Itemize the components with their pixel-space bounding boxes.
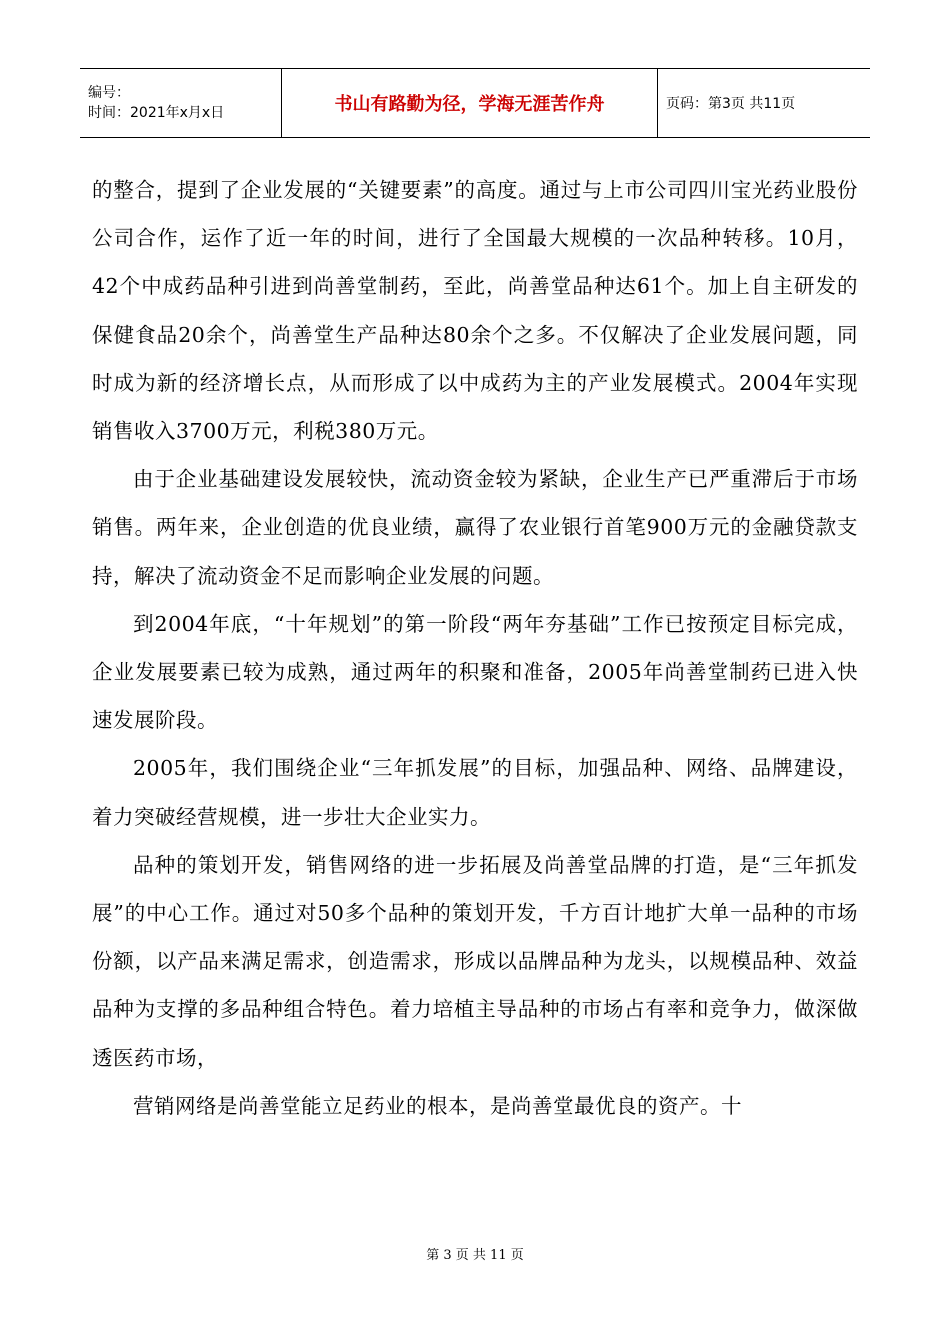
header-page-code-cell (658, 69, 870, 137)
header-motto-cell (282, 69, 658, 137)
page-footer (0, 1244, 950, 1263)
paragraph: 到2004年底，“十年规划”的第一阶段“两年夯基础”工作已按预定目标完成，企业发展要素已较为成熟，通过两年的积聚和准备，2005年尚善堂制药已进入快速发展阶段。 (92, 611, 858, 733)
header-motto: 书山有路勤为径，学海无涯苦作舟 (334, 94, 605, 115)
paragraph: 的整合，提到了企业发展的“关键要素”的高度。通过与上市公司四川宝光药业股份公司合作，运作了近一年的时间，进行了全国最大规模的一次品种转移。10月，42个中成药品种引进到尚善堂制药，至此，尚善堂品种达61个。加上自主研发的保健食品20余个，尚善堂生产品种达80余个之多。不仅解决了企业发展问题，同时成为新的经济增长点，从而形成了以中成药为主的产业发展模式。2004年实现销售收入3700万元，利税380万元。 (92, 178, 858, 444)
footer-page-number: 第 3 页 共 11 页 (426, 1248, 524, 1263)
paragraph: 由于企业基础建设发展较快，流动资金较为紧缺，企业生产已严重滞后于市场销售。两年来，企业创造的优良业绩，赢得了农业银行首笔900万元的金融贷款支持，解决了流动资金不足而影响企业发展的问题。 (92, 467, 858, 588)
document-number-label: 编号： (88, 85, 130, 101)
paragraph: 营销网络是尚善堂能立足药业的根本，是尚善堂最优良的资产。十 (133, 1093, 742, 1118)
paragraph: 2005年，我们围绕企业“三年抓发展”的目标，加强品种、网络、品牌建设，着力突破经营规模，进一步壮大企业实力。 (92, 756, 858, 829)
header-page-code: 页码：第3页 共11页 (666, 96, 796, 112)
header-meta (80, 69, 282, 137)
page-header (80, 68, 870, 138)
paragraph: 品种的策划开发，销售网络的进一步拓展及尚善堂品牌的打造，是“三年抓发展”的中心工作。通过对50多个品种的策划开发，千方百计地扩大单一品种的市场份额，以产品来满足需求，创造需求，形成以品牌品种为龙头，以规模品种、效益品种为支撑的多品种组合特色。着力培植主导品种的市场占有率和竞争力，做深做透医药市场， (92, 852, 858, 1070)
document-time-label: 时间：2021年x月x日 (88, 105, 225, 121)
document-body (92, 166, 858, 1130)
